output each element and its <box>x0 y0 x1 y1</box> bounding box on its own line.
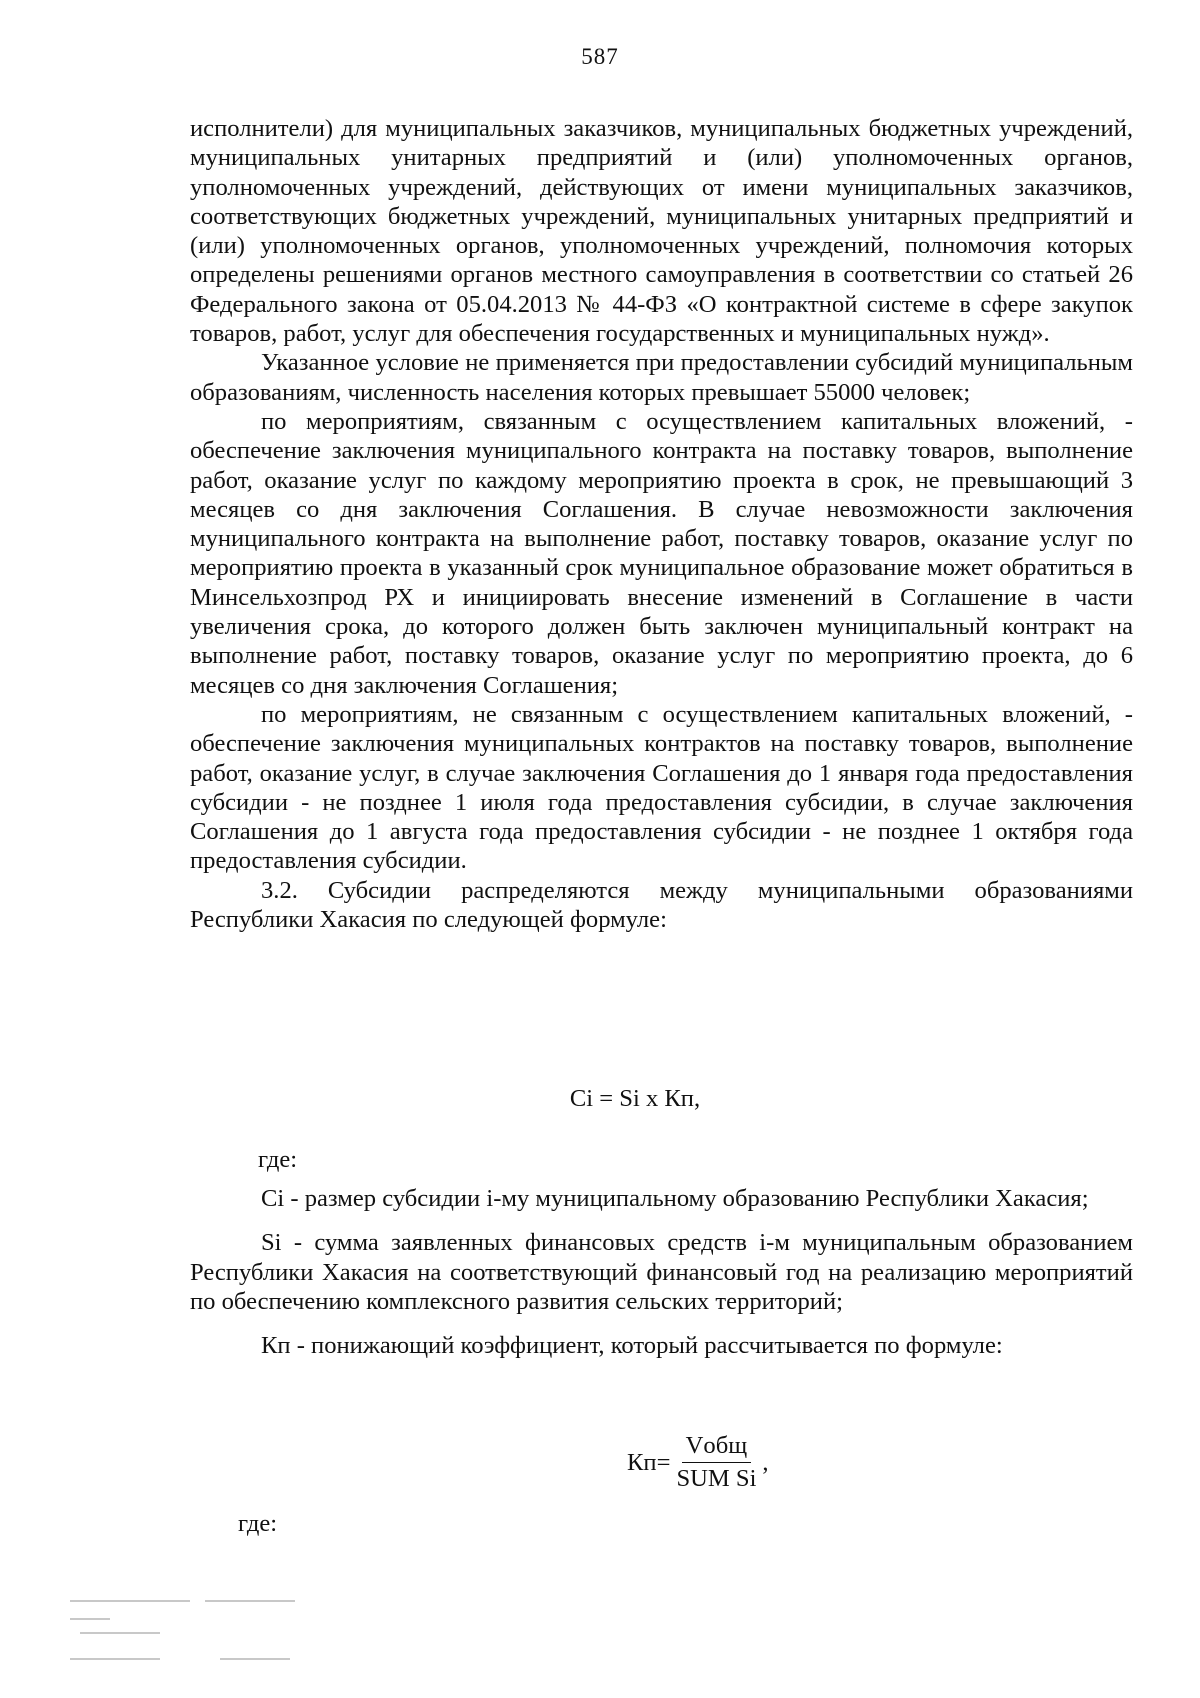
fraction <box>672 1432 760 1493</box>
document-body <box>190 114 1133 934</box>
scan-smudge <box>70 1580 300 1670</box>
fraction-numerator: Vобщ <box>682 1432 752 1463</box>
paragraph-4: по мероприятиям, не связанным с осуществлением капитальных вложений, - обеспечение заключения муниципальных контрактов на поставку товаров, выполнение работ, оказание услуг, в случае заключения Соглашения до 1 января года предоставления субсидии - не позднее 1 июля года предоставления субсидии, в случае заключения Соглашения до 1 августа года предоставления субсидии - не позднее 1 октября года предоставления субсидии. <box>190 700 1133 875</box>
fraction-denominator: SUM Si <box>676 1465 757 1492</box>
page-number: 587 <box>581 44 619 69</box>
definitions-list <box>190 1184 1133 1375</box>
formula-coefficient-lhs: Кп= <box>627 1448 671 1476</box>
formula-coefficient-trailing: , <box>762 1448 769 1476</box>
formula-subsidy-text: Ci = Si x Кп, <box>569 1085 701 1112</box>
definition-si: Si - сумма заявленных финансовых средств i-м муниципальным образованием Республики Хакасия на соответствующий финансовый год на реализацию мероприятий по обеспечению комплексного развития сельских территорий; <box>190 1229 1133 1315</box>
paragraph-3: по мероприятиям, связанным с осуществлением капитальных вложений, - обеспечение заключения муниципального контракта на поставку товаров, выполнение работ, оказание услуг по каждому мероприятию проекта в срок, не превышающий 3 месяцев со дня заключения Соглашения. В случае невозможности заключения муниципального контракта на выполнение работ, поставку товаров, оказание услуг по мероприятию проекта в указанный срок муниципальное образование может обратиться в Минсельхозпрод РХ и инициировать внесение изменений в Соглашение в части увеличения срока, до которого должен быть заключен муниципальный контракт на выполнение работ, поставку товаров, оказание услуг по мероприятию проекта, до 6 месяцев со дня заключения Соглашения; <box>190 407 1133 699</box>
definition-kp: Кп - понижающий коэффициент, который рассчитывается по формуле: <box>261 1332 1003 1360</box>
paragraph-5: 3.2. Субсидии распределяются между муниципальными образованиями Республики Хакасия по следующей формуле: <box>190 876 1133 934</box>
paragraph-1: исполнители) для муниципальных заказчиков, муниципальных бюджетных учреждений, муниципальных унитарных предприятий и (или) уполномоченных органов, уполномоченных учреждений, действующих от имени муниципальных заказчиков, соответствующих бюджетных учреждений, муниципальных унитарных предприятий и (или) уполномоченных органов, уполномоченных учреждений, полномочия которых определены решениями органов местного самоуправления в соответствии со статьей 26 Федерального закона от 05.04.2013 № 44-ФЗ «О контрактной системе в сфере закупок товаров, работ, услуг для обеспечения государственных и муниципальных нужд». <box>190 115 1133 348</box>
formula-subsidy <box>0 1084 1200 1113</box>
paragraph-2: Указанное условие не применяется при предоставлении субсидий муниципальным образованиям, численность населения которых превышает 55000 человек; <box>190 349 1133 406</box>
formula-coefficient <box>627 1432 769 1493</box>
where-label-2: где: <box>238 1510 278 1537</box>
definition-ci: Ci - размер субсидии i-му муниципальному образованию Республики Хакасия; <box>261 1185 1089 1212</box>
where-label: где: <box>258 1146 298 1173</box>
